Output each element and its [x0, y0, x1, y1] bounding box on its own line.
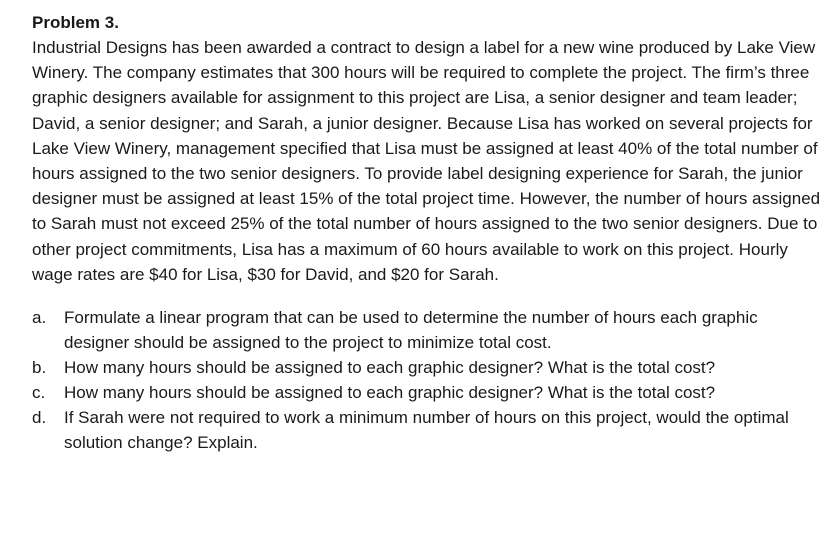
- question-letter: a.: [32, 308, 47, 328]
- question-text: Formulate a linear program that can be used to determine the number of hours each graphic designer should be assigned to the project to minimize total cost.: [64, 308, 758, 353]
- question-text: How many hours should be assigned to each graphic designer? What is the total cost?: [64, 358, 716, 378]
- question-item-c: [32, 380, 822, 405]
- question-list: [32, 305, 822, 455]
- question-text: How many hours should be assigned to each graphic designer? What is the total cost?: [64, 383, 716, 403]
- question-text: If Sarah were not required to work a minimum number of hours on this project, would the optimal solution change? Explain.: [64, 408, 789, 453]
- problem-title: Problem 3.: [32, 13, 119, 32]
- question-item-d: [32, 405, 822, 455]
- question-item-b: [32, 355, 822, 380]
- question-letter: d.: [32, 408, 47, 428]
- question-letter: b.: [32, 358, 47, 378]
- question-letter: c.: [32, 383, 46, 403]
- problem-document: [32, 10, 822, 455]
- problem-description: Industrial Designs has been awarded a contract to design a label for a new wine produced by Lake View Winery. The company estimates that 300 hours will be required to complete the project. The firm’s three graphic designers available for assignment to this project are Lisa, a senior designer and team leader; David, a senior designer; and Sarah, a junior designer. Because Lisa has worked on several projects for Lake View Winery, management specified that Lisa must be assigned at least 40% of the total number of hours assigned to the two senior designers. To provide label designing experience for Sarah, the junior designer must be assigned at least 15% of the total project time. However, the number of hours assigned to Sarah must not exceed 25% of the total number of hours assigned to the two senior designers. Due to other project commitments, Lisa has a maximum of 60 hours available to work on this project. Hourly wage rates are $40 for Lisa, $30 for David, and $20 for Sarah.: [32, 38, 821, 284]
- question-item-a: [32, 305, 822, 355]
